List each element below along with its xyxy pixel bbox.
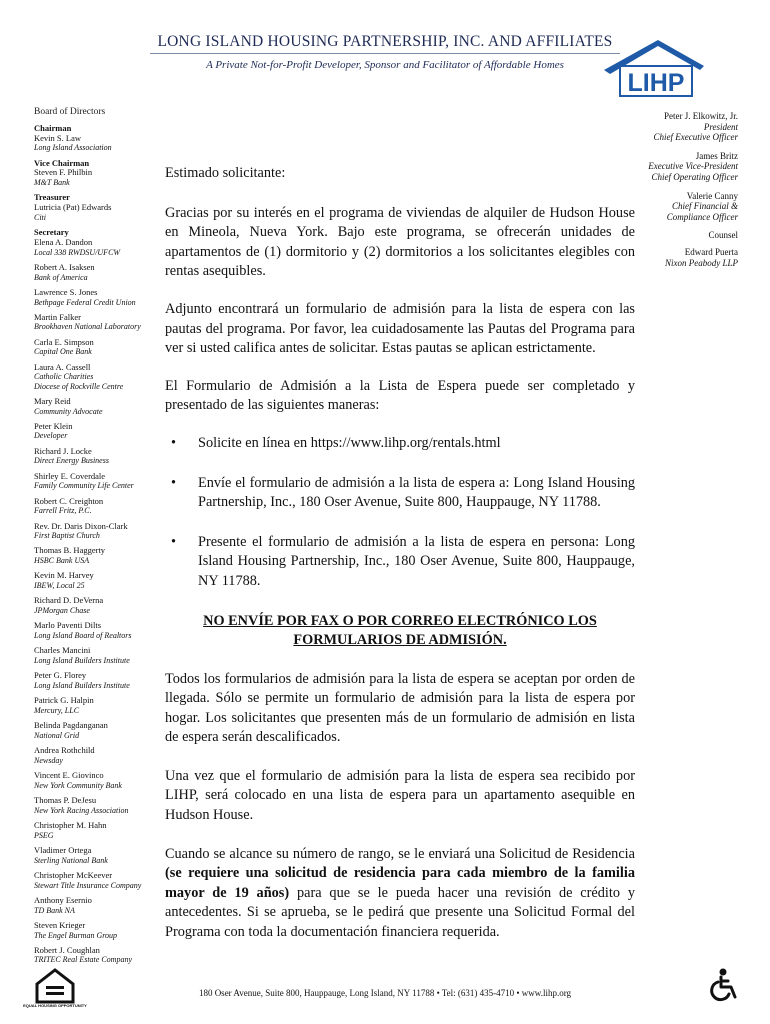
paragraph-first-come: Todos los formularios de admisión para la lista de espera se aceptan por orden de llegada. Sólo se permite un formulario de admisión para la lista de espera por hogar. Los solicitantes que presenten más de un formulario de admisión en lista de espera serán descalificados.: [165, 670, 635, 746]
board-member: [34, 228, 156, 257]
board-member-name: Vincent E. Giovinco: [34, 770, 104, 781]
footer-address: 180 Oser Avenue, Suite 800, Hauppauge, Long Island, NY 11788 • Tel: (631) 435-4710 • www.lihp.org: [198, 988, 572, 998]
board-member-affiliation: Long Island Builders Institute: [34, 656, 130, 666]
board-title: Board of Directors: [34, 107, 106, 117]
board-member: [34, 746, 156, 765]
board-member-affiliation: Brookhaven National Laboratory: [34, 322, 141, 332]
equal-housing-opportunity-icon: [23, 966, 87, 1012]
board-member-list: [34, 124, 156, 965]
board-member: [34, 771, 156, 790]
board-member: [34, 646, 156, 665]
p6-text-a: Cuando se alcance su número de rango, se le enviará una Solicitud de Residencia: [165, 845, 635, 862]
officer-name: Valerie Canny: [686, 190, 738, 201]
board-member: [34, 871, 156, 890]
counsel-label: Counsel: [708, 230, 738, 241]
bullet: •: [171, 434, 177, 451]
option-online: [165, 434, 635, 454]
board-member-name: Carla E. Simpson: [34, 336, 94, 347]
board-member: [34, 263, 156, 282]
option-in-person: [165, 533, 635, 592]
board-member: [34, 472, 156, 491]
board-member-affiliation: Sterling National Bank: [34, 855, 108, 865]
option-text: Presente el formulario de admisión a la lista de espera en persona: Long Island Housing Partnership, Inc., 180 Oser Avenue, Suite 800, Hauppauge, NY 11788.: [198, 533, 635, 589]
board-member-affiliation: Newsday: [34, 755, 63, 765]
board-member-name: Vladimer Ortega: [34, 844, 92, 855]
board-member: [34, 159, 156, 188]
board-member-affiliation: Farrell Fritz, P.C.: [34, 506, 92, 516]
board-member-affiliation: New York Racing Association: [34, 805, 129, 815]
board-member-name: Robert J. Coughlan: [34, 944, 100, 955]
board-member-affiliation: Citi: [34, 212, 47, 222]
board-member-name: Thomas B. Haggerty: [34, 545, 106, 556]
logo-text: LIHP: [627, 69, 685, 97]
board-member-name: Shirley E. Coverdale: [34, 470, 106, 481]
lihp-logo: [600, 36, 708, 98]
board-member-name: Steven Krieger: [34, 919, 86, 930]
paragraph-attachment: Adjunto encontrará un formulario de admisión para la lista de espera con las pautas del programa. Por favor, lea cuidadosamente las Pautas del Programa para ver si usted califica antes de solicitar. Estas pautas se aplican estrictamente.: [165, 300, 635, 357]
p6-text-b: para que se le pueda hacer una revisión de crédito y antecedentes. Si se aprueba, se le pedirá que presente una Solicitud Formal del Programa con toda la documentación financiera requerida.: [165, 884, 635, 941]
board-member-affiliation: National Grid: [34, 730, 80, 740]
submission-options: [165, 434, 635, 592]
counsel-name: Edward Puerta: [684, 247, 738, 258]
board-member-affiliation: The Engel Burman Group: [34, 930, 118, 940]
organization-subtitle: A Private Not-for-Profit Developer, Sponsor and Facilitator of Affordable Homes: [206, 59, 564, 71]
bullet: •: [171, 474, 177, 491]
paragraph-waitlist: Una vez que el formulario de admisión para la lista de espera sea recibido por LIHP, será colocado en una lista de espera para un apartamento asequible en Hudson House.: [165, 767, 635, 824]
board-member-affiliation: PSEG: [34, 830, 54, 840]
board-member-name: Richard D. DeVerna: [34, 595, 104, 606]
letter-body: [165, 164, 635, 943]
board-member: [34, 288, 156, 307]
board-member-affiliation: Family Community Life Center: [34, 481, 134, 491]
officer-name: Peter J. Elkowitz, Jr.: [664, 111, 738, 121]
eho-text: EQUAL HOUSING OPPORTUNITY: [23, 1003, 87, 1008]
board-member: [34, 571, 156, 590]
board-member-affiliation: Community Advocate: [34, 406, 103, 416]
board-member-name: Christopher M. Hahn: [34, 819, 107, 830]
board-member-name: Peter G. Florey: [34, 670, 87, 681]
officer-title: President: [703, 121, 738, 132]
board-member-name: Steven F. Philbin: [34, 167, 93, 178]
wheelchair-accessibility-icon: [705, 967, 741, 1003]
board-member-affiliation: TRITEC Real Estate Company: [34, 955, 132, 965]
paragraph-intro: Gracias por su interés en el programa de viviendas de alquiler de Hudson House en Mineola, Nueva York. Bajo este programa, se ofrecerán unidades de apartamentos de (1) dormitorio y (2) dormitorios a los solicitantes elegibles con rentas asequibles.: [165, 204, 635, 280]
board-member-affiliation: Long Island Board of Realtors: [34, 631, 132, 641]
board-member: [34, 363, 156, 391]
organization-title: LONG ISLAND HOUSING PARTNERSHIP, INC. AND AFFILIATES: [157, 33, 613, 50]
board-member-name: Lutricia (Pat) Edwards: [34, 202, 112, 213]
option-text: Solicite en línea en https://www.lihp.org/rentals.html: [198, 434, 501, 451]
bullet: •: [171, 533, 177, 550]
counsel-firm: Nixon Peabody LLP: [665, 257, 738, 268]
board-member-name: Thomas P. DeJesu: [34, 795, 97, 805]
board-member-name: Andrea Rothchild: [34, 745, 95, 756]
board-member-affiliation: Catholic Charities Diocese of Rockville Centre: [34, 372, 124, 391]
board-member-affiliation: IBEW, Local 25: [34, 581, 85, 591]
officer-title: Chief Operating Officer: [651, 172, 738, 183]
board-member-name: Mary Reid: [34, 395, 71, 406]
board-member-name: Martin Falker: [34, 311, 81, 322]
board-member-affiliation: Direct Energy Business: [34, 456, 109, 466]
board-member-name: Laura A. Cassell: [34, 361, 91, 372]
board-member: [34, 546, 156, 565]
board-member: [34, 447, 156, 466]
board-member-name: Rev. Dr. Daris Dixon-Clark: [34, 520, 128, 531]
board-member-affiliation: TD Bank NA: [34, 905, 75, 915]
board-member-name: Richard J. Locke: [34, 445, 92, 456]
board-member-name: Anthony Esernio: [34, 894, 92, 905]
board-member-affiliation: Bethpage Federal Credit Union: [34, 297, 136, 307]
board-member-affiliation: Developer: [34, 431, 68, 441]
board-member-affiliation: First Baptist Church: [34, 531, 100, 541]
board-member: [34, 397, 156, 416]
officer-name: James Britz: [695, 150, 738, 161]
board-member: [34, 671, 156, 690]
salutation: Estimado solicitante:: [165, 165, 286, 181]
board-member: [34, 696, 156, 715]
header-divider: [150, 53, 620, 54]
officer-title: Chief Financial &: [672, 201, 738, 212]
officer-title: Compliance Officer: [666, 211, 738, 222]
board-member: [34, 621, 156, 640]
board-member: [34, 522, 156, 541]
officer-title: Executive Vice-President: [648, 161, 738, 172]
option-text: Envíe el formulario de admisión a la lista de espera a: Long Island Housing Partnership, Inc., 180 Oser Avenue, Suite 800, Hauppauge, NY 11788.: [198, 474, 635, 511]
board-member-name: Christopher McKeever: [34, 869, 113, 880]
board-member-name: Elena A. Dandon: [34, 236, 93, 247]
board-member: [34, 946, 156, 965]
board-member-affiliation: HSBC Bank USA: [34, 556, 90, 566]
board-member-name: Belinda Pagdanganan: [34, 720, 108, 731]
board-member-affiliation: Capital One Bank: [34, 347, 92, 357]
paragraph-submission-methods: El Formulario de Admisión a la Lista de Espera puede ser completado y presentado de las siguientes maneras:: [165, 377, 635, 414]
board-member-name: Charles Mancini: [34, 645, 91, 656]
board-member-name: Kevin S. Law: [34, 132, 81, 143]
option-mail: [165, 474, 635, 513]
board-member: [34, 721, 156, 740]
board-member-name: Patrick G. Halpin: [34, 695, 94, 706]
board-member-name: Lawrence S. Jones: [34, 286, 98, 297]
board-member-affiliation: Local 338 RWDSU/UFCW: [34, 247, 121, 257]
board-member-role: Chairman: [34, 122, 72, 133]
board-member: [34, 422, 156, 441]
board-member-name: Robert C. Creighton: [34, 495, 104, 506]
board-member: [34, 896, 156, 915]
board-member: [34, 338, 156, 357]
paragraph-residency-application: [165, 845, 635, 943]
board-member-affiliation: Bank of America: [34, 272, 88, 282]
board-member-name: Kevin M. Harvey: [34, 570, 94, 581]
board-member-affiliation: New York Community Bank: [34, 780, 122, 790]
officer: [615, 111, 738, 143]
board-member-affiliation: JPMorgan Chase: [34, 606, 90, 616]
board-member-affiliation: Long Island Association: [34, 143, 112, 153]
board-member: [34, 193, 156, 222]
board-member-affiliation: Long Island Builders Institute: [34, 681, 130, 690]
board-member: [34, 124, 156, 153]
board-member-role: Secretary: [34, 227, 69, 238]
board-member-name: Marlo Paventi Dilts: [34, 620, 102, 631]
board-member: [34, 796, 156, 815]
board-member-role: Treasurer: [34, 192, 70, 203]
board-member: [34, 497, 156, 516]
board-member-affiliation: M&T Bank: [34, 178, 70, 188]
board-member-role: Vice Chairman: [34, 157, 90, 168]
board-member: [34, 596, 156, 615]
board-member-name: Robert A. Isaksen: [34, 261, 95, 272]
board-member: [34, 821, 156, 840]
board-member: [34, 921, 156, 940]
board-member: [34, 313, 156, 332]
p6-bold-text: (se requiere una solicitud de residencia para cada miembro de la familia mayor de 19 años): [165, 865, 635, 901]
board-member: [34, 846, 156, 865]
board-member-affiliation: Mercury, LLC: [34, 705, 80, 715]
board-member-name: Peter Klein: [34, 420, 73, 431]
board-member-affiliation: Stewart Title Insurance Company: [34, 880, 142, 890]
board-of-directors: [34, 107, 156, 971]
no-fax-email-warning: NO ENVÍE POR FAX O POR CORREO ELECTRÓNICO LOS FORMULARIOS DE ADMISIÓN.: [203, 612, 597, 648]
officer-title: Chief Executive Officer: [653, 132, 738, 143]
